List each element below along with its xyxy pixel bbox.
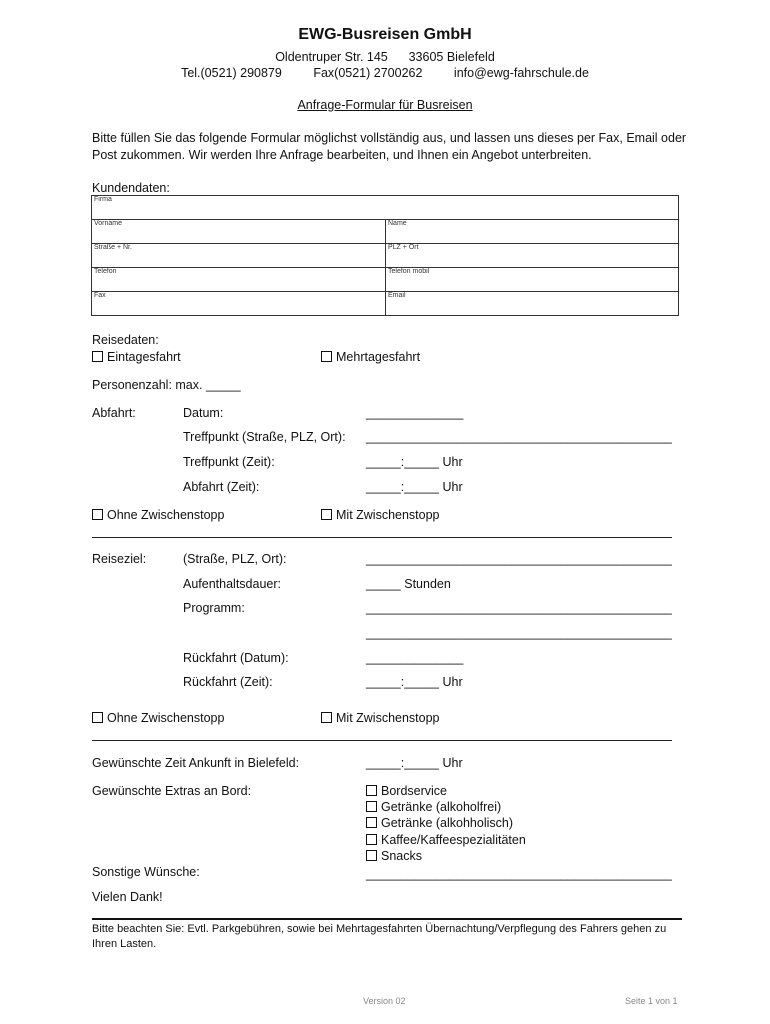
sonstige-line[interactable]: ____________________________________________ [366,867,672,881]
ohne-stopp-label: Ohne Zwischenstopp [107,508,225,522]
field-firma[interactable]: Firma [92,196,679,220]
extra-bordservice[interactable] [366,784,447,798]
extra-getraenke-alkoholisch[interactable] [366,816,513,830]
extra-label: Kaffee/Kaffeespezialitäten [381,833,526,847]
checkbox[interactable] [366,817,377,828]
reiseziel-ort-line[interactable]: ____________________________________________ [366,552,672,566]
street: Oldentruper Str. 145 [275,50,388,64]
programm-label: Programm: [183,601,245,615]
rueckfahrt-datum-label: Rückfahrt (Datum): [183,651,289,665]
intro-text: Bitte füllen Sie das folgende Formular möglichst vollständig aus, und lassen uns dieses per Fax, Email oder Post zukommen. Wir werden Ihre Anfrage bearbeiten, und Ihnen ein Angebot unterbreiten. [92,131,687,162]
checkbox[interactable] [321,509,332,520]
checkbox[interactable] [321,712,332,723]
mehrtages-label: Mehrtagesfahrt [336,350,421,364]
extra-label: Snacks [381,849,422,863]
rueckfahrt-datum-line[interactable]: ______________ [366,651,464,665]
sonstige-label: Sonstige Wünsche: [92,865,200,879]
email: info@ewg-fahrschule.de [453,66,589,80]
abfahrt-label: Abfahrt: [92,406,136,420]
aufenthalt-label: Aufenthaltsdauer: [183,577,281,591]
field-telefon-mobil[interactable]: Telefon mobil [386,268,679,292]
divider [92,537,672,538]
ankunft-line[interactable]: _____:_____ Uhr [366,756,463,770]
rueckfahrt-zeit-label: Rückfahrt (Zeit): [183,675,273,689]
checkbox[interactable] [321,351,332,362]
city: 33605 Bielefeld [408,50,495,64]
abfahrt-zeit-label: Abfahrt (Zeit): [183,480,260,494]
programm-line-2[interactable]: ____________________________________________ [366,626,672,640]
version-label: Version 02 [363,996,406,1006]
thanks-text: Vielen Dank! [92,890,163,904]
extra-label: Bordservice [381,784,447,798]
divider [92,740,672,741]
mit-stopp-label: Mit Zwischenstopp [336,508,440,522]
abfahrt-zeit-line[interactable]: _____:_____ Uhr [366,480,463,494]
ohne-stopp-label: Ohne Zwischenstopp [107,711,225,725]
reiseziel-ort-label: (Straße, PLZ, Ort): [183,552,287,566]
field-strasse[interactable]: Straße + Nr. [92,244,386,268]
mit-stopp-label: Mit Zwischenstopp [336,711,440,725]
datum-label: Datum: [183,406,224,420]
extra-kaffee[interactable] [366,833,526,847]
eintages-label: Eintagesfahrt [107,350,181,364]
checkbox[interactable] [92,712,103,723]
field-fax[interactable]: Fax [92,292,386,316]
customer-table [91,195,679,316]
reiseziel-label: Reiseziel: [92,552,147,566]
treffpunkt-zeit-line[interactable]: _____:_____ Uhr [366,455,463,469]
checkbox[interactable] [92,509,103,520]
treffpunkt-ort-label: Treffpunkt (Straße, PLZ, Ort): [183,430,346,444]
field-vorname[interactable]: Vorname [92,220,386,244]
customer-heading: Kundendaten: [92,181,170,195]
treffpunkt-zeit-label: Treffpunkt (Zeit): [183,455,275,469]
ankunft-label: Gewünschte Zeit Ankunft in Bielefeld: [92,756,300,770]
company-name: EWG-Busreisen GmbH [298,26,472,43]
form-title: Anfrage-Formular für Busreisen [297,98,473,112]
option-mehrtages[interactable] [321,350,420,364]
checkbox[interactable] [366,785,377,796]
company-address [0,50,770,64]
checkbox[interactable] [366,850,377,861]
travel-heading: Reisedaten: [92,333,159,347]
extra-label: Getränke (alkohholisch) [381,816,514,830]
aufenthalt-line[interactable]: _____ Stunden [366,577,451,591]
extra-getraenke-alkoholfrei[interactable] [366,800,501,814]
personenzahl[interactable]: Personenzahl: max. _____ [92,378,241,392]
programm-line-1[interactable]: ____________________________________________ [366,601,672,615]
option-mit-stopp-hin[interactable] [321,508,440,522]
extra-snacks[interactable] [366,849,422,863]
treffpunkt-ort-line[interactable]: ____________________________________________ [366,430,672,444]
option-mit-stopp-rueck[interactable] [321,711,440,725]
field-plz[interactable]: PLZ + Ort [386,244,679,268]
option-ohne-stopp-hin[interactable] [92,508,224,522]
notice-text: Bitte beachten Sie: Evtl. Parkgebühren, sowie bei Mehrtagesfahrten Übernachtung/Verpflegung des Fahrers gehen zu Ihren Lasten. [92,918,682,952]
rueckfahrt-zeit-line[interactable]: _____:_____ Uhr [366,675,463,689]
option-eintages[interactable] [92,350,181,364]
page-number: Seite 1 von 1 [625,996,678,1006]
checkbox[interactable] [92,351,103,362]
field-email[interactable]: Email [386,292,679,316]
field-name[interactable]: Name [386,220,679,244]
checkbox[interactable] [366,834,377,845]
company-contact [0,66,770,80]
extras-label: Gewünschte Extras an Bord: [92,784,252,798]
field-telefon[interactable]: Telefon [92,268,386,292]
extra-label: Getränke (alkoholfrei) [381,800,502,814]
phone: Tel.(0521) 290879 [181,66,282,80]
fax: Fax(0521) 2700262 [313,66,423,80]
option-ohne-stopp-rueck[interactable] [92,711,224,725]
datum-line[interactable]: ______________ [366,406,464,420]
checkbox[interactable] [366,801,377,812]
